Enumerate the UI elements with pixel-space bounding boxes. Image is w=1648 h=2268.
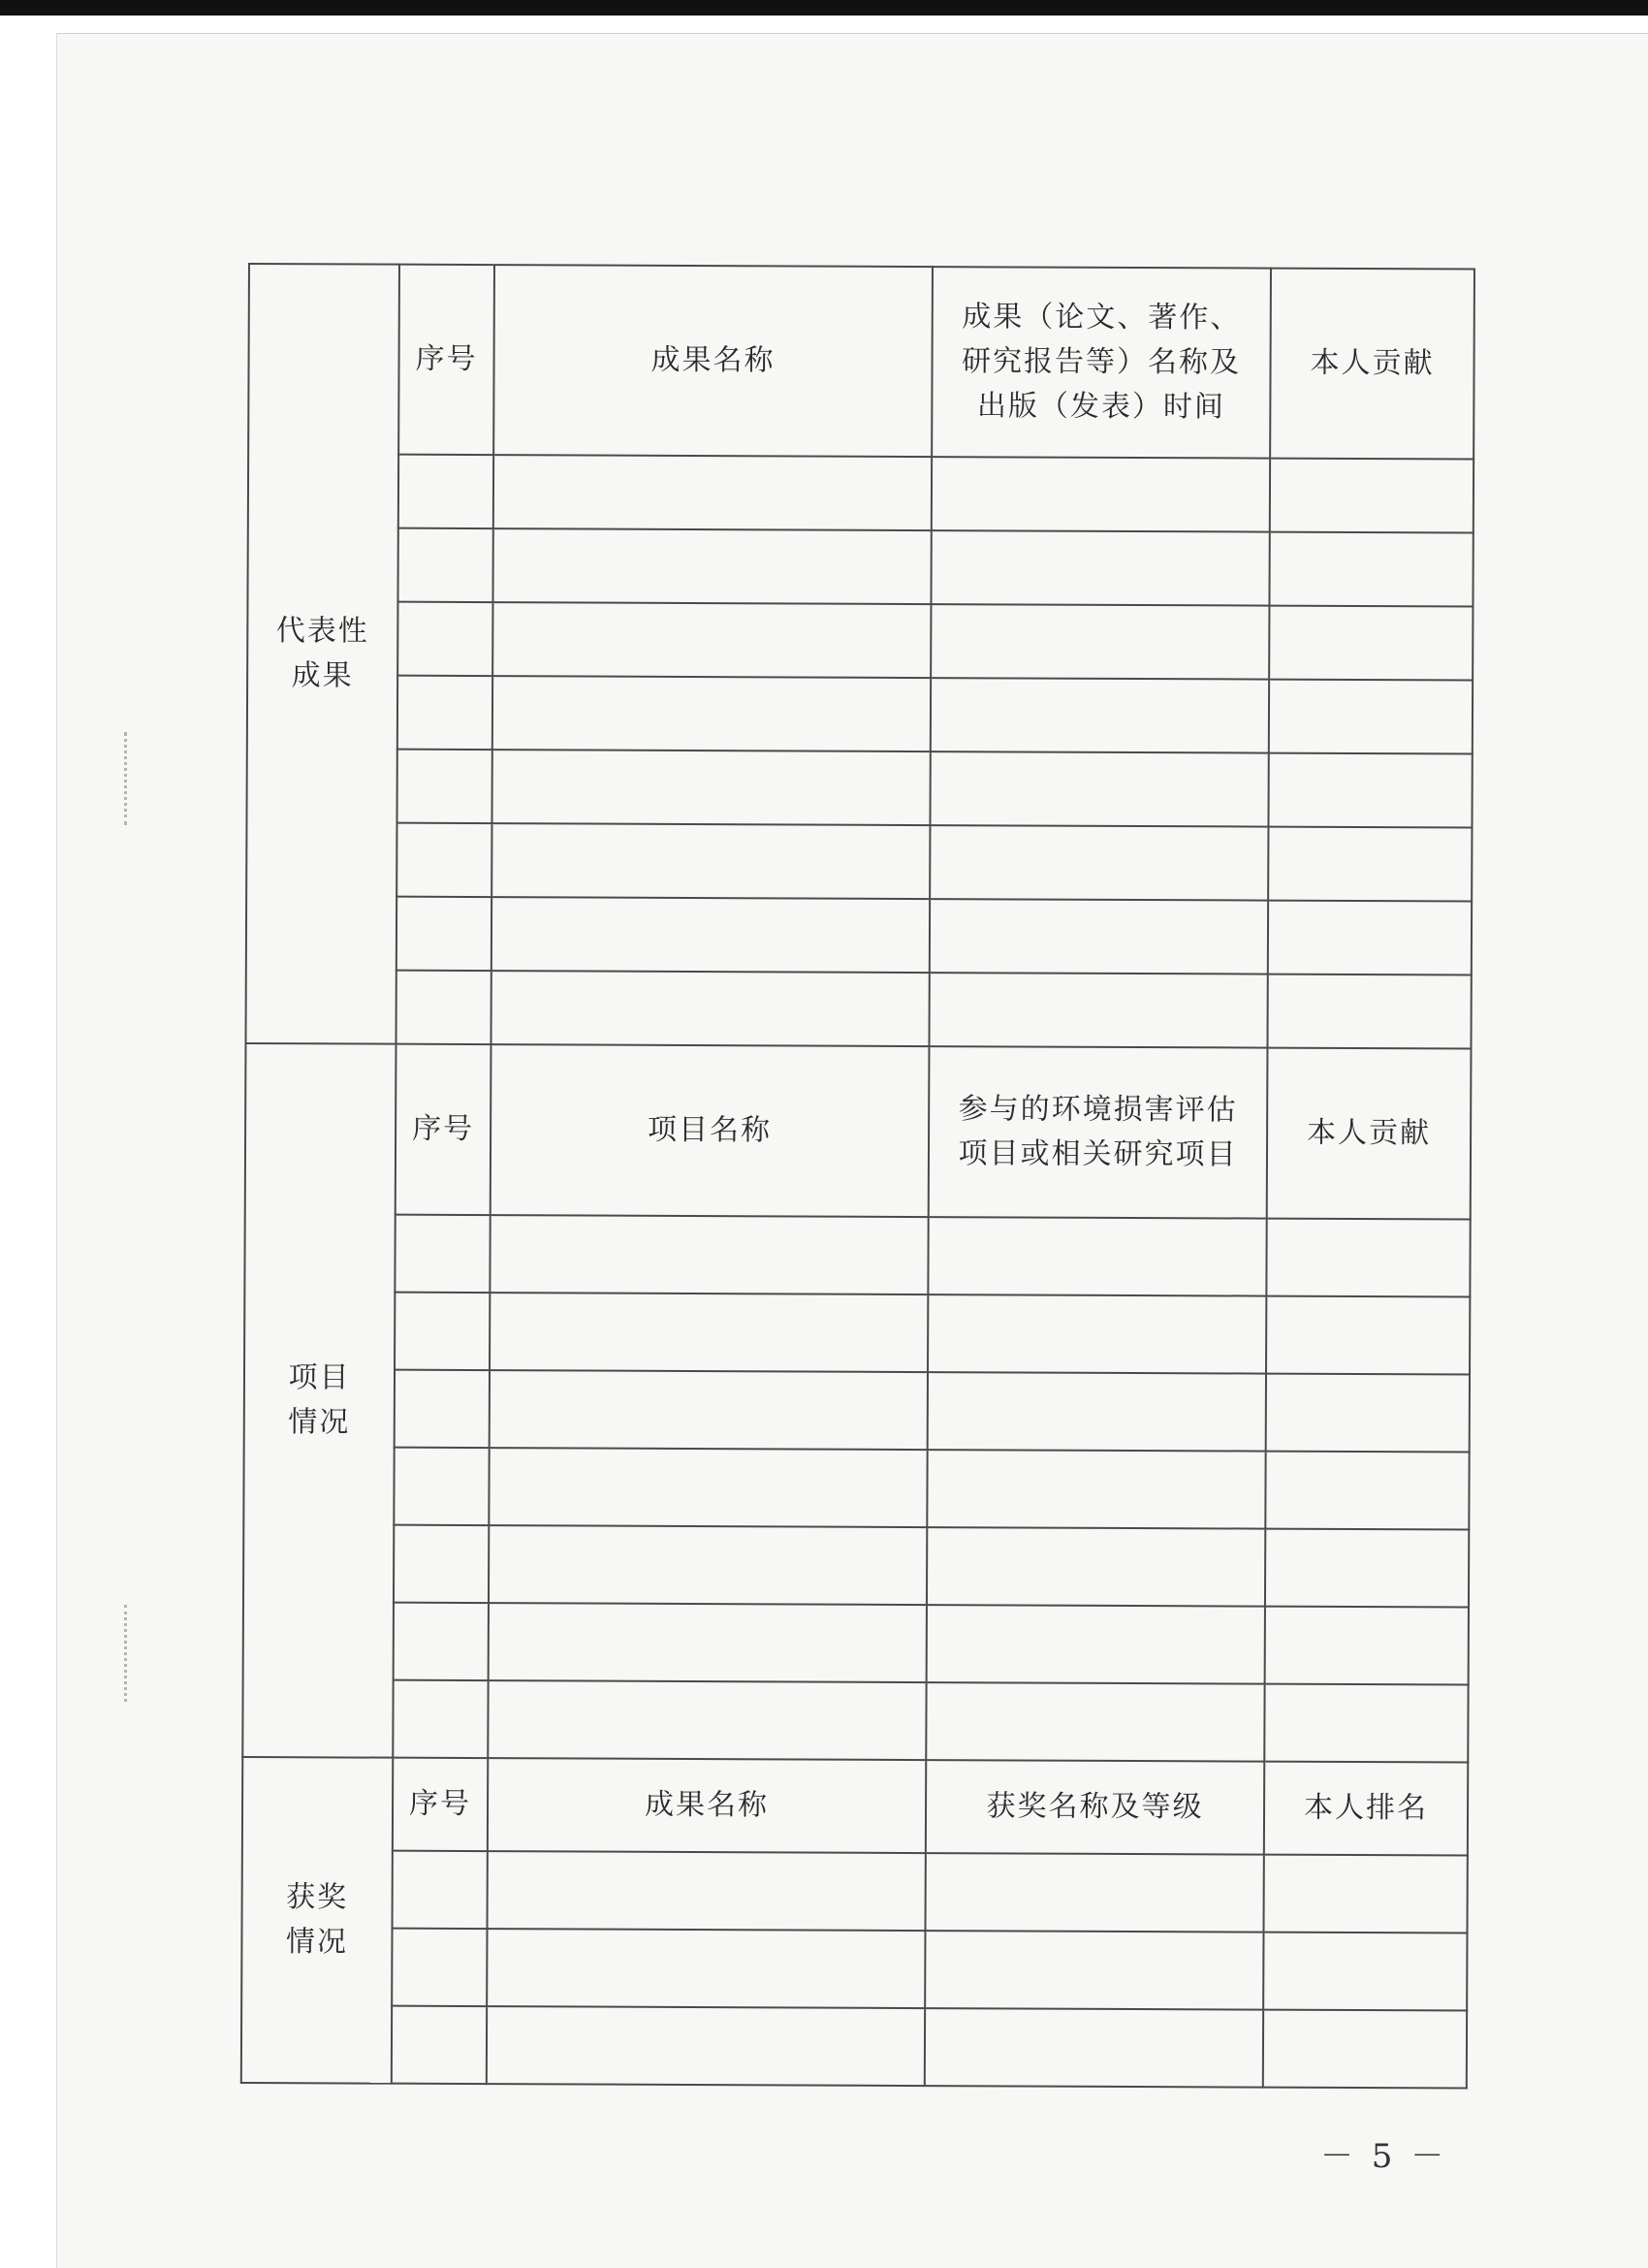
scan-edge bbox=[0, 0, 1648, 16]
col-contribution-header: 本人贡献 bbox=[1270, 269, 1474, 460]
achievement-row bbox=[246, 822, 1472, 902]
achievement-row bbox=[246, 896, 1472, 975]
achievement-row bbox=[247, 601, 1473, 681]
col-project-name-header: 项目名称 bbox=[491, 1044, 930, 1217]
page-number: － 5 － bbox=[1320, 2137, 1448, 2176]
col-project-type-header: 参与的环境损害评估项目或相关研究项目 bbox=[929, 1046, 1268, 1219]
project-row bbox=[244, 1214, 1470, 1297]
col-achievement-name-header: 成果名称 bbox=[493, 265, 933, 457]
achievements-label: 代表性 成果 bbox=[275, 614, 369, 693]
col-seq-header: 序号 bbox=[398, 265, 494, 455]
col-award-name-header: 获奖名称及等级 bbox=[926, 1760, 1264, 1855]
project-row bbox=[243, 1447, 1469, 1530]
achievements-header-row bbox=[248, 264, 1474, 460]
achievement-row bbox=[247, 527, 1473, 607]
projects-header-row bbox=[245, 1043, 1472, 1220]
award-row bbox=[241, 2005, 1467, 2089]
projects-label: 项目 情况 bbox=[288, 1360, 351, 1440]
achievement-row bbox=[247, 675, 1473, 754]
achievement-row bbox=[246, 749, 1472, 828]
projects-section-label bbox=[242, 1043, 396, 1758]
col-contribution-header: 本人贡献 bbox=[1267, 1048, 1472, 1220]
project-row bbox=[243, 1524, 1469, 1608]
achievement-row bbox=[245, 970, 1471, 1049]
col-award-achievement-header: 成果名称 bbox=[488, 1758, 926, 1853]
binding-mark bbox=[124, 732, 135, 825]
achievements-section-label bbox=[245, 264, 399, 1044]
award-row bbox=[242, 1850, 1468, 1933]
awards-header-row bbox=[242, 1757, 1468, 1856]
project-row bbox=[244, 1369, 1470, 1453]
col-publication-header: 成果（论文、著作、研究报告等）名称及出版（发表）时间 bbox=[932, 267, 1271, 459]
resume-form-table bbox=[240, 263, 1475, 2090]
project-row bbox=[243, 1602, 1469, 1685]
col-seq-header: 序号 bbox=[396, 1044, 491, 1215]
award-row bbox=[241, 1928, 1467, 2011]
project-row bbox=[242, 1679, 1468, 1763]
project-row bbox=[244, 1292, 1470, 1375]
awards-label: 获奖 情况 bbox=[285, 1880, 349, 1960]
achievement-row bbox=[248, 454, 1474, 533]
awards-section-label bbox=[241, 1757, 393, 2084]
col-rank-header: 本人排名 bbox=[1264, 1762, 1468, 1856]
binding-mark bbox=[124, 1605, 135, 1702]
col-seq-header: 序号 bbox=[393, 1758, 488, 1851]
